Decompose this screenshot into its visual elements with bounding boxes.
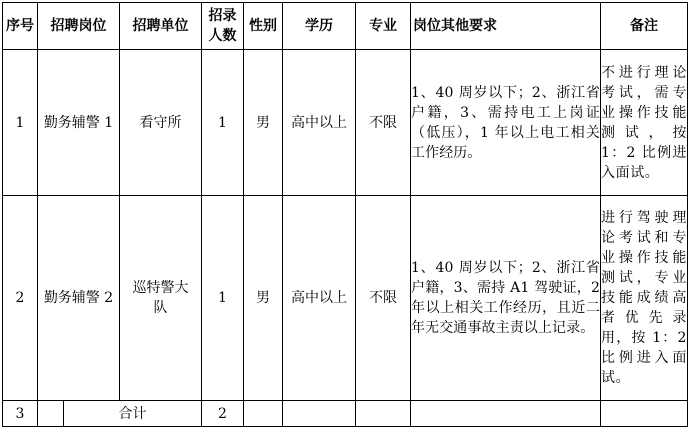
row-post: 勤务辅警 1: [38, 50, 120, 196]
row-count: 1: [202, 196, 244, 401]
row-major: 不限: [356, 196, 411, 401]
row-seq: 2: [3, 196, 38, 401]
total-empty-cell: [244, 401, 283, 427]
table-row: [3, 50, 688, 196]
total-empty-cell: [38, 401, 64, 427]
row-requirements: 1、40 周岁以下；2、浙江省户籍，3、需持电工上岗证（低压），1 年以上电工相关工作经历。: [411, 50, 601, 196]
header-seq: 序号: [3, 3, 38, 50]
header-requirements: 岗位其他要求: [411, 3, 601, 50]
row-requirements: 1、40 周岁以下；2、浙江省户籍，3、需持 A1 驾驶证，2 年以上相关工作经历，且近二年无交通事故主责以上记录。: [411, 196, 601, 401]
total-empty-cell: [411, 401, 601, 427]
row-education: 高中以上: [283, 50, 356, 196]
total-empty-cell: [601, 401, 688, 427]
recruitment-table: [2, 2, 688, 427]
row-education: 高中以上: [283, 196, 356, 401]
row-major: 不限: [356, 50, 411, 196]
row-remarks: 进行驾驶理论考试和专业操作技能测试，专业技能成绩高者优先录用，按 1：2 比例进入面试。: [601, 196, 688, 401]
total-label: 合计: [64, 401, 202, 427]
row-count: 1: [202, 50, 244, 196]
row-post: 勤务辅警 2: [38, 196, 120, 401]
row-unit: 巡特警大队: [120, 196, 202, 401]
header-major: 专业: [356, 3, 411, 50]
row-gender: 男: [244, 196, 283, 401]
total-empty-cell: [356, 401, 411, 427]
header-unit: 招聘单位: [120, 3, 202, 50]
row-seq: 1: [3, 50, 38, 196]
header-post: 招聘岗位: [38, 3, 120, 50]
total-row: [3, 401, 688, 427]
total-seq: 3: [3, 401, 38, 427]
table-row: [3, 196, 688, 401]
row-remarks: 不进行理论考试，需专业操作技能测试，按 1：2 比例进入面试。: [601, 50, 688, 196]
header-education: 学历: [283, 3, 356, 50]
header-gender: 性别: [244, 3, 283, 50]
header-remarks: 备注: [601, 3, 688, 50]
row-gender: 男: [244, 50, 283, 196]
header-count: 招录人数: [202, 3, 244, 50]
total-count: 2: [202, 401, 244, 427]
total-empty-cell: [283, 401, 356, 427]
header-row: [3, 3, 688, 50]
row-unit: 看守所: [120, 50, 202, 196]
